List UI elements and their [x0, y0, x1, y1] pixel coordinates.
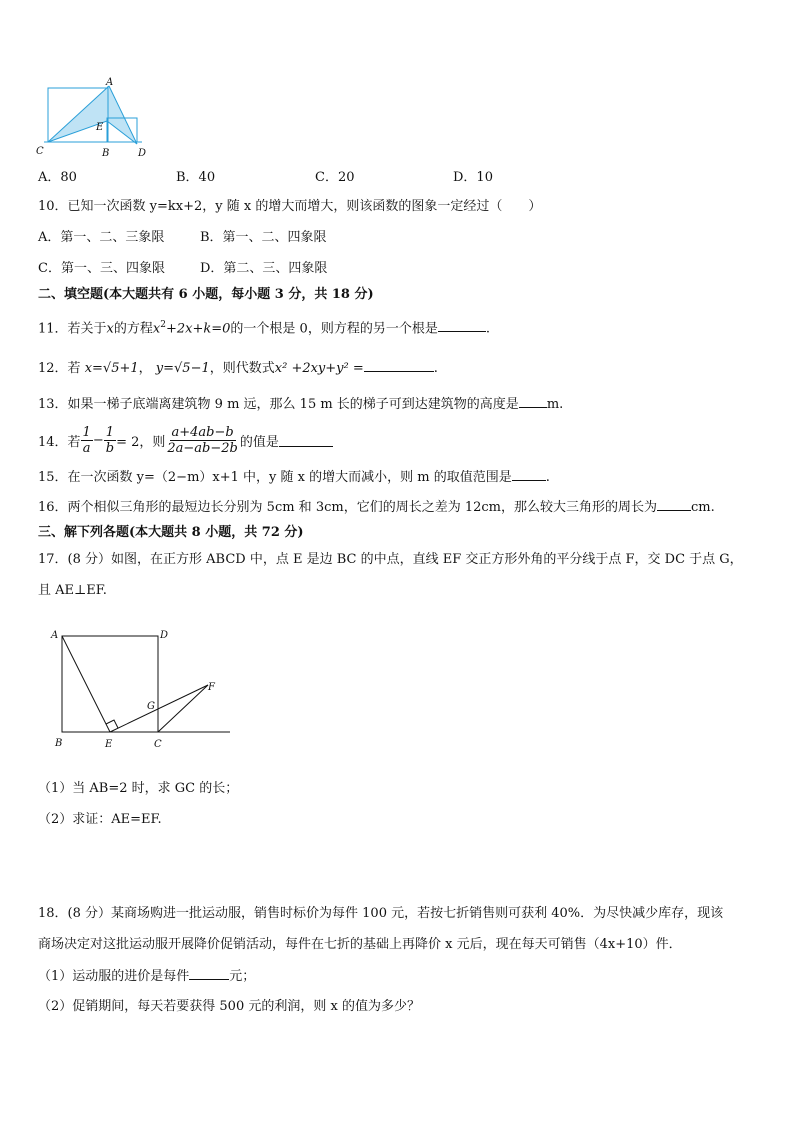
- q9-option-b: B．40: [176, 170, 216, 185]
- q17-part-2: （2）求证：AE=EF.: [38, 812, 162, 827]
- q11-end: .: [485, 321, 490, 337]
- q14-fraction-1: [81, 425, 93, 456]
- figure-top-label-d: D: [138, 148, 146, 159]
- q18-part-1-pre: （1）运动服的进价是每件: [38, 969, 190, 984]
- q12-end: .: [433, 361, 438, 376]
- q18-line-2: 商场决定对这批运动服开展降价促销活动，每件在七折的基础上再降价 x 元后，现在每天可销售（4x+10）件．: [38, 937, 682, 952]
- q13: [38, 395, 563, 414]
- q12-x-eq: x=√5+1: [84, 361, 139, 376]
- q11-eq-rest: +2x+k=0: [165, 321, 231, 337]
- q9-option-a: A．80: [38, 170, 77, 185]
- q18-part-1: [38, 967, 255, 986]
- q12-y-eq: y=√5−1: [155, 361, 210, 376]
- q10-option-b: B．第一、二、四象限: [200, 230, 327, 245]
- figure-q17-label-a: A: [51, 630, 59, 641]
- q11-mid: 的方程: [113, 321, 153, 337]
- q16-end: cm.: [690, 500, 715, 515]
- q14-fraction-3: [165, 425, 239, 456]
- q17-part-1: （1）当 AB=2 时，求 GC 的长；: [38, 781, 239, 796]
- figure-q17-label-c: C: [154, 739, 162, 750]
- q15-end: .: [545, 470, 550, 485]
- q18-line-1: 18．(8 分）某商场购进一批运动服，销售时标价为每件 100 元，若按七折销售则可获利 40%．为尽快减少库存，现该: [38, 906, 724, 921]
- q11: 11．若关于x的方程$x^2+2x+k=0$的一个根是 0，则方程的另一个根是 .: [38, 320, 490, 337]
- q14-f2-num: 1: [105, 424, 115, 440]
- figure-top: [34, 76, 146, 160]
- figure-q17-line-cf: [158, 685, 208, 732]
- figure-q17-square: [62, 636, 158, 732]
- q12-expr: x² +2xy+y² =: [274, 361, 364, 376]
- q14-f1-num: 1: [82, 424, 91, 440]
- figure-q17-label-g: G: [147, 701, 155, 712]
- q17-line-1: 17．(8 分）如图，在正方形 ABCD 中，点 E 是边 BC 的中点，直线 EF 交正方形外角的平分线于点 F，交 DC 于点 G，: [38, 552, 743, 567]
- q18-answer-blank[interactable]: [189, 967, 229, 980]
- q14-f1-den: a: [82, 440, 91, 456]
- q11-post: 的一个根是 0，则方程的另一个根是: [230, 321, 438, 337]
- figure-q17-line-ef: [110, 685, 208, 732]
- q10-option-c: C．第一、三、四象限: [38, 261, 165, 276]
- q13-answer-blank[interactable]: [519, 395, 547, 408]
- figure-top-label-c: C: [36, 146, 44, 157]
- q15: [38, 468, 550, 487]
- q15-pre: 15．在一次函数 y=（2−m）x+1 中，y 随 x 的增大而减小，则 m 的取值范围是: [38, 470, 512, 485]
- q16-pre: 16．两个相似三角形的最短边长分别为 5cm 和 3cm，它们的周长之差为 12cm，那么较大三角形的周长为: [38, 500, 657, 515]
- figure-q17: [48, 626, 238, 750]
- section-3-heading: 三、解下列各题(本大题共 8 小题，共 72 分): [38, 525, 304, 540]
- q14-minus: −: [92, 432, 104, 448]
- q12: 12．若 x=√5+1， y=√5−1，则代数式x² +2xy+y² = .: [38, 361, 438, 376]
- q14-post: 的值是: [239, 434, 279, 450]
- q10-option-d: D．第二、三、四象限: [200, 261, 328, 276]
- q14-eq: = 2，则: [116, 434, 166, 450]
- q14-f3-num: a+4ab−b: [171, 424, 234, 440]
- q13-end: m.: [546, 397, 564, 412]
- q18-part-2: （2）促销期间，每天若要获得 500 元的利润，则 x 的值为多少？: [38, 999, 420, 1014]
- q14-fraction-2: [104, 425, 116, 456]
- q9-option-d: D．10: [453, 170, 493, 185]
- q11-pre: 11．若关于: [38, 321, 107, 337]
- q14-f3-den: 2a−ab−2b: [167, 440, 238, 456]
- q12-pre: 12．若: [38, 361, 81, 376]
- figure-top-label-e: E: [96, 122, 104, 133]
- figure-q17-line-ae: [62, 636, 110, 732]
- figure-q17-label-b: B: [55, 738, 63, 749]
- q12-mid: ，则代数式: [209, 361, 275, 376]
- figure-q17-label-d: D: [160, 630, 169, 641]
- q14-f2-den: b: [105, 440, 115, 456]
- q11-var: x: [106, 321, 114, 337]
- figure-top-label-b: B: [102, 148, 110, 159]
- q13-pre: 13．如果一梯子底端离建筑物 9 m 远，那么 15 m 长的梯子可到达建筑物的高度是: [38, 397, 519, 412]
- q11-answer-blank[interactable]: [438, 319, 486, 332]
- q14-pre: 14．若: [38, 434, 81, 450]
- q11-eq-x: x: [152, 321, 161, 337]
- q15-answer-blank[interactable]: [512, 468, 546, 481]
- figure-q17-label-e: E: [105, 739, 113, 750]
- q16: [38, 498, 715, 517]
- q9-option-c: C．20: [315, 170, 355, 185]
- q12-answer-blank[interactable]: [364, 359, 434, 372]
- q14: [38, 420, 333, 460]
- q17-line-2: 且 AE⊥EF.: [38, 583, 107, 598]
- section-2-heading: 二、填空题(本大题共有 6 小题，每小题 3 分，共 18 分): [38, 287, 374, 302]
- q16-answer-blank[interactable]: [657, 498, 691, 511]
- q18-part-1-post: 元；: [229, 969, 256, 984]
- figure-top-label-a: A: [106, 77, 114, 88]
- figure-q17-label-f: F: [208, 682, 215, 693]
- q10-option-a: A．第一、二、三象限: [38, 230, 165, 245]
- q14-answer-blank[interactable]: [279, 434, 333, 447]
- q10-stem: 10．已知一次函数 y=kx+2，y 随 x 的增大而增大，则该函数的图象一定经过（ ）: [38, 199, 542, 214]
